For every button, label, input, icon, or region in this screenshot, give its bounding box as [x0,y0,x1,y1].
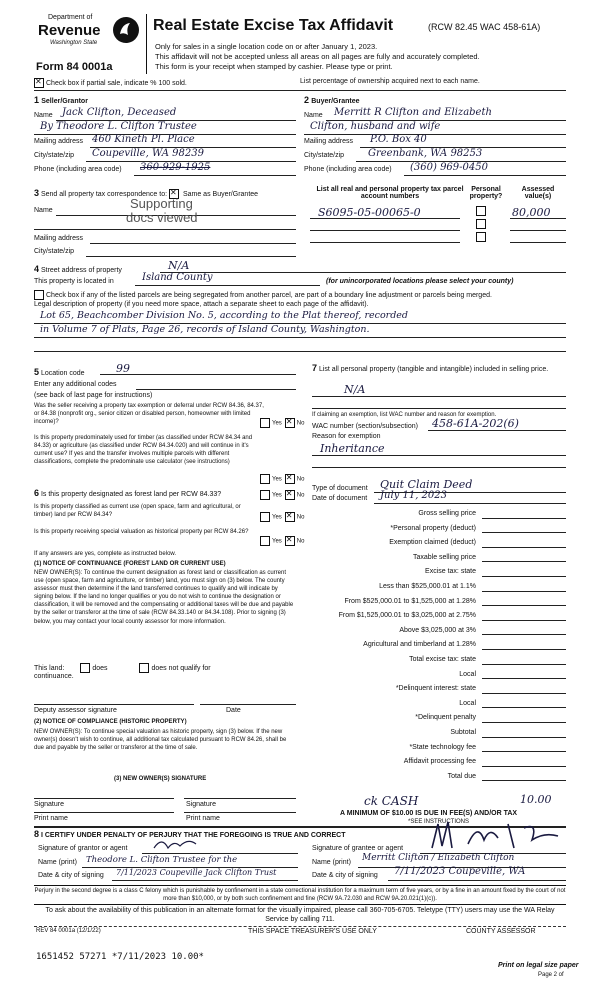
tax-row-label: *Personal property (deduct) [390,524,476,532]
county-assessor-label: COUNTY ASSESSOR [466,928,536,935]
legal-description-2[interactable]: in Volume 7 of Plats, Page 26, records of Island County, Washington. [40,324,370,335]
buyer-name-2[interactable]: Clifton, husband and wife [310,121,441,132]
sec3-name-label: Name [34,207,53,214]
wac-number[interactable]: 458-61A-202(6) [432,417,519,430]
deputy-date-label: Date [226,707,241,714]
seller-name[interactable]: Jack Clifton, Deceased [62,107,177,118]
q-historic: Is this property receiving special valuation as historical property per RCW 84.26? [34,529,249,535]
tax-row [312,696,566,711]
legal-description-1[interactable]: Lot 65, Beachcomber Division No. 5, according to the Plat thereof, recorded [40,310,408,321]
tax-row-value[interactable] [482,751,566,752]
if-any-yes: If any answers are yes, complete as instructed below. [34,551,177,557]
buyer-mailing-label: Mailing address [304,138,354,145]
tax-row [312,623,566,638]
notice-compliance-title: (2) NOTICE OF COMPLIANCE (HISTORIC PROPERTY) [34,719,187,725]
buyer-name-label: Name [304,112,323,119]
docs-viewed-stamp: docs viewed [126,210,198,225]
located-label: This property is located in [34,278,114,285]
tax-row-label: Gross selling price [418,510,476,517]
list-percentage-note: List percentage of ownership acquired next to each name. [300,78,480,85]
tax-row [312,710,566,725]
tax-row-label: Total excise tax: state [409,656,476,663]
parcel-number[interactable]: S6095-05-00065-0 [318,206,421,219]
seller-city[interactable]: Coupeville, WA 98239 [92,148,204,159]
located-county[interactable]: Island County [142,272,213,283]
revenue-wordmark: Revenue [38,22,101,39]
exemption-reason[interactable]: Inheritance [320,442,385,455]
seller-heading: Seller/Grantor [41,98,88,105]
correspondence-label: Send all property tax correspondence to: [40,191,168,198]
see-back-note: (see back of last page for instructions) [34,392,153,399]
doc-type-label: Type of document [312,485,368,492]
tax-row [312,754,566,769]
buyer-phone[interactable]: (360) 969-0450 [410,162,488,173]
wac-number-label: WAC number (section/subsection) [312,423,418,430]
this-land-label: This land: [34,664,65,672]
grantee-date-label: Date & city of signing [312,872,378,879]
tax-row-value[interactable] [482,693,566,694]
seller-mailing-label: Mailing address [34,138,84,145]
tax-row-label: Above $3,025,000 at 3% [399,626,476,634]
tax-row-label: Exemption claimed (deduct) [389,539,476,547]
tax-row-value[interactable] [482,576,566,577]
grantee-signature-label: Signature of grantee or agent [312,845,404,852]
seller-phone[interactable]: 360-929-1925 [140,162,211,173]
owner-print-label-2: Print name [186,815,220,822]
tax-row-label: From $525,000.01 to $1,525,000 at 1.28% [344,597,476,605]
grantor-signature[interactable] [150,834,210,854]
tax-row-label: *Delinquent interest: state [395,685,476,693]
grantee-signature[interactable] [428,818,578,854]
doc-date[interactable]: July 11, 2023 [380,490,448,501]
total-due-value[interactable]: 10.00 [520,793,552,806]
buyer-city[interactable]: Greenbank, WA 98253 [368,148,483,159]
personal-property-checkbox-2[interactable] [476,219,486,229]
legal-description-label: Legal description of property (if you need more space, attach a separate sheet to each page of the affidavit). [34,301,369,308]
tax-row-value[interactable] [482,591,566,592]
buyer-name[interactable]: Merritt R Clifton and Elizabeth [334,107,492,118]
deputy-assessor-label: Deputy assessor signature [34,707,117,714]
assessed-value[interactable]: 80,000 [512,206,551,219]
tax-row [312,740,566,755]
grantor-name-label: Name (print) [38,859,77,866]
tax-row-value[interactable] [482,649,566,650]
sec3-mailing-label: Mailing address [34,235,84,242]
reason-label: Reason for exemption [312,433,381,440]
tax-row-label: Excise tax: state [425,568,476,576]
tax-row-label: Local [459,699,476,707]
tax-row [312,506,566,521]
page-number: Page 2 of [538,972,564,978]
tax-row-value[interactable] [482,737,566,738]
tax-row-value[interactable] [482,766,566,767]
tax-row-value[interactable] [482,561,566,562]
additional-codes-label: Enter any additional codes [34,381,117,388]
perjury-notice: Perjury in the second degree is a class C felony which is punishable by confinement in a state correctional institution for a maximum term of five years, or by a fine in an amount fixed by the court of not more than $10,000, or by both such confinement and fine (RCW 9A.72.030 and RCW 9A.20.021(1)(c)). [34,885,566,905]
tax-row-value[interactable] [482,678,566,679]
tax-row-value[interactable] [482,664,566,665]
tax-row-label: *State technology fee [409,743,476,751]
tax-row-value[interactable] [482,780,566,781]
dept-line: Department of [48,14,93,21]
certify-statement: I CERTIFY UNDER PENALTY OF PERJURY THAT THE FOREGOING IS TRUE AND CORRECT [40,832,346,839]
tax-row-value[interactable] [482,722,566,723]
location-code[interactable]: 99 [116,362,130,375]
partial-sale-checkbox[interactable]: ✕Check box if partial sale, indicate % 100 sold. [34,78,187,88]
supporting-stamp: Supporting [130,196,193,211]
does-qualify-checkbox[interactable] [80,663,90,673]
grantor-signature-label: Signature of grantor or agent [38,845,128,852]
q-current-use: Is this property classified as current use (open space, farm and agricultural, or timber) land per RCW 84.34? [34,504,241,518]
grantee-name-label: Name (print) [312,859,351,866]
buyer-mailing[interactable]: P.O. Box 40 [370,134,427,145]
seller-city-label: City/state/zip [34,152,75,159]
continuance-label: continuance. [34,673,74,680]
seller-name-label: Name [34,112,53,119]
form-title-ref: (RCW 82.45 WAC 458-61A) [428,22,541,32]
q-forest-land: Is this property designated as forest land per RCW 84.33? [40,491,222,498]
notice-continuance-text: NEW OWNER(S): To continue the current designation as forest land or classification as current use (open space, farm and agriculture, or timber) land, you must sign on (3) below. The county assessor must then determine if the land transferred continues to qualify and will indicate by signing below. If the land no longer qualifies or you do not wish to continue the designation or classification, it will be removed and the compensating or additional taxes will be due and payable by the seller or transferor at the time of sale (RCW 84.33.140 or 84.34.108). Prior to signing (3) below, you may contact your local county assessor for more information. [34,570,294,625]
tax-row [312,637,566,652]
q-exemption-deferral: Was the seller receiving a property tax exemption or deferral under RCW 84.36, 84.37, or 84.38 (nonprofit org., senior citizen or disabled person, homeowner with limited income)? [34,403,264,425]
receipt-stamp: 1651452 57271 *7/11/2023 10.00* [36,952,204,962]
tax-row-label: From $1,525,000.01 to $3,025,000 at 2.75% [338,612,476,620]
new-owner-signature-title: (3) NEW OWNER(S) SIGNATURE [114,776,207,782]
segregated-checkbox[interactable] [34,290,44,300]
dor-logo [34,14,144,62]
personal-property-checkbox-1[interactable] [476,206,486,216]
minimum-due-note: A MINIMUM OF $10.00 IS DUE IN FEE(S) AND/OR TAX [340,810,518,817]
buyer-heading: Buyer/Grantee [311,98,360,105]
tax-row-value[interactable] [482,532,566,533]
tax-row [312,608,566,623]
tax-row [312,769,566,784]
legal-paper-note: Print on legal size paper [498,962,579,969]
assessed-value-col-header: Assessed value(s) [521,186,555,200]
state-line: Washington State [50,40,98,46]
form-revision: REV 84 0001a (12/1/22) [36,928,101,934]
tax-row-value[interactable] [482,518,566,519]
grantor-name[interactable]: Theodore L. Clifton Trustee for the [86,855,238,865]
q-timber-agriculture: Is this property predominately used for timber (as classified under RCW 84.34 and 84.33) or agriculture (as classified under RCW 84.34.020) and will continue in it's current use? If yes and the transfer involves multiple parcels with different classifications, complete the predominate use calculator (see instructions) [34,435,253,465]
personal-property-value[interactable]: N/A [344,383,366,396]
location-code-label: Location code [40,370,85,377]
same-as-buyer-label: Same as Buyer/Grantee [182,191,259,198]
grantee-name[interactable]: Merritt Clifton / Elizabeth Clifton [362,853,515,863]
tax-row-label: Taxable selling price [412,553,476,561]
doc-date-label: Date of document [312,495,368,502]
notice-2: This affidavit will not be accepted unless all areas on all pages are fully and accurately completed. [155,52,480,61]
tax-row [312,521,566,536]
segregated-label: Check box if any of the listed parcels are being segregated from another parcel, are part of a boundary line adjustment or parcels being merged. [46,291,492,299]
tax-row-label: Agricultural and timberland at 1.28% [363,641,476,649]
notice-continuance-title: (1) NOTICE OF CONTINUANCE (FOREST LAND OR CURRENT USE) [34,561,226,567]
personal-property-checkbox-3[interactable] [476,232,486,242]
street-address[interactable]: N/A [168,259,190,272]
unincorporated-note: (for unincorporated locations please select your county) [326,278,514,285]
form-title: Real Estate Excise Tax Affidavit [153,17,394,34]
tax-row [312,564,566,579]
tax-row [312,652,566,667]
tax-row [312,594,566,609]
exemption-label: If claiming an exemption, list WAC number and reason for exemption. [312,412,497,418]
tax-row-value[interactable] [482,605,566,606]
tax-row-value[interactable] [482,620,566,621]
tax-row-label: Local [459,670,476,678]
tax-row [312,725,566,740]
notice-3: This form is your receipt when stamped by cashier. Please type or print. [155,62,393,71]
notice-1: Only for sales in a single location code on or after January 1, 2023. [155,42,378,51]
buyer-city-label: City/state/zip [304,152,345,159]
seller-mailing[interactable]: 460 Kineth Pl. Place [92,134,195,145]
tax-row-label: *Delinquent penalty [415,714,476,722]
grantor-date-city[interactable]: 7/11/2023 Coupeville Jack Clifton Trust [116,868,277,877]
sec3-city-label: City/state/zip [34,248,75,255]
tax-row-label: Subtotal [450,729,476,736]
payment-method: ck CASH [364,794,419,808]
owner-signature-label-2: Signature [186,801,216,808]
tax-row-value[interactable] [482,707,566,708]
form-number: Form 84 0001a [36,61,113,73]
seller-phone-label: Phone (including area code) [34,166,122,173]
owner-print-label-1: Print name [34,815,68,822]
personal-property-col-header: Personal property? [469,186,503,200]
tax-row [312,681,566,696]
parcel-col-header: List all real and personal property tax parcel account numbers [316,186,464,200]
personal-property-label: List all personal property (tangible and intangible) included in selling price. [318,366,549,373]
doc-type[interactable]: Quit Claim Deed [380,478,473,491]
tax-row-label: Total due [447,772,476,780]
tax-row [312,667,566,682]
tax-row [312,535,566,550]
grantor-date-label: Date & city of signing [38,872,104,879]
notice-compliance-text: NEW OWNER(S): To continue special valuation as historic property, sign (3) below. If the new owner(s) doesn't wish to continue, all additional tax calculated pursuant to RCW 84.26, shall be due and payable by the seller or transferor at the time of sale. [34,729,287,752]
tax-row-label: Affidavit processing fee [403,758,476,766]
see-instructions: *SEE INSTRUCTIONS [408,819,470,825]
tax-row-value[interactable] [482,634,566,635]
treasurer-use-label: THIS SPACE TREASURER'S USE ONLY [248,928,377,935]
alternate-format-note: To ask about the availability of this publication in an alternate format for the visually impaired, please call 360-705-6705. Teletype (TTY) users may use the WA Relay Service by calling 711. [45,907,555,923]
buyer-phone-label: Phone (including area code) [304,166,392,173]
owner-signature-label-1: Signature [34,801,64,808]
seller-name-2[interactable]: By Theodore L. Clifton Trustee [40,121,197,132]
tax-row [312,579,566,594]
does-not-qualify-checkbox[interactable] [139,663,149,673]
tax-row-label: Less than $525,000.01 at 1.1% [379,583,476,590]
grantee-date-city[interactable]: 7/11/2023 Coupeville, WA [394,866,526,877]
wa-logo-icon [112,16,140,44]
street-label: Street address of property [40,267,122,274]
tax-row [312,550,566,565]
tax-row-value[interactable] [482,547,566,548]
